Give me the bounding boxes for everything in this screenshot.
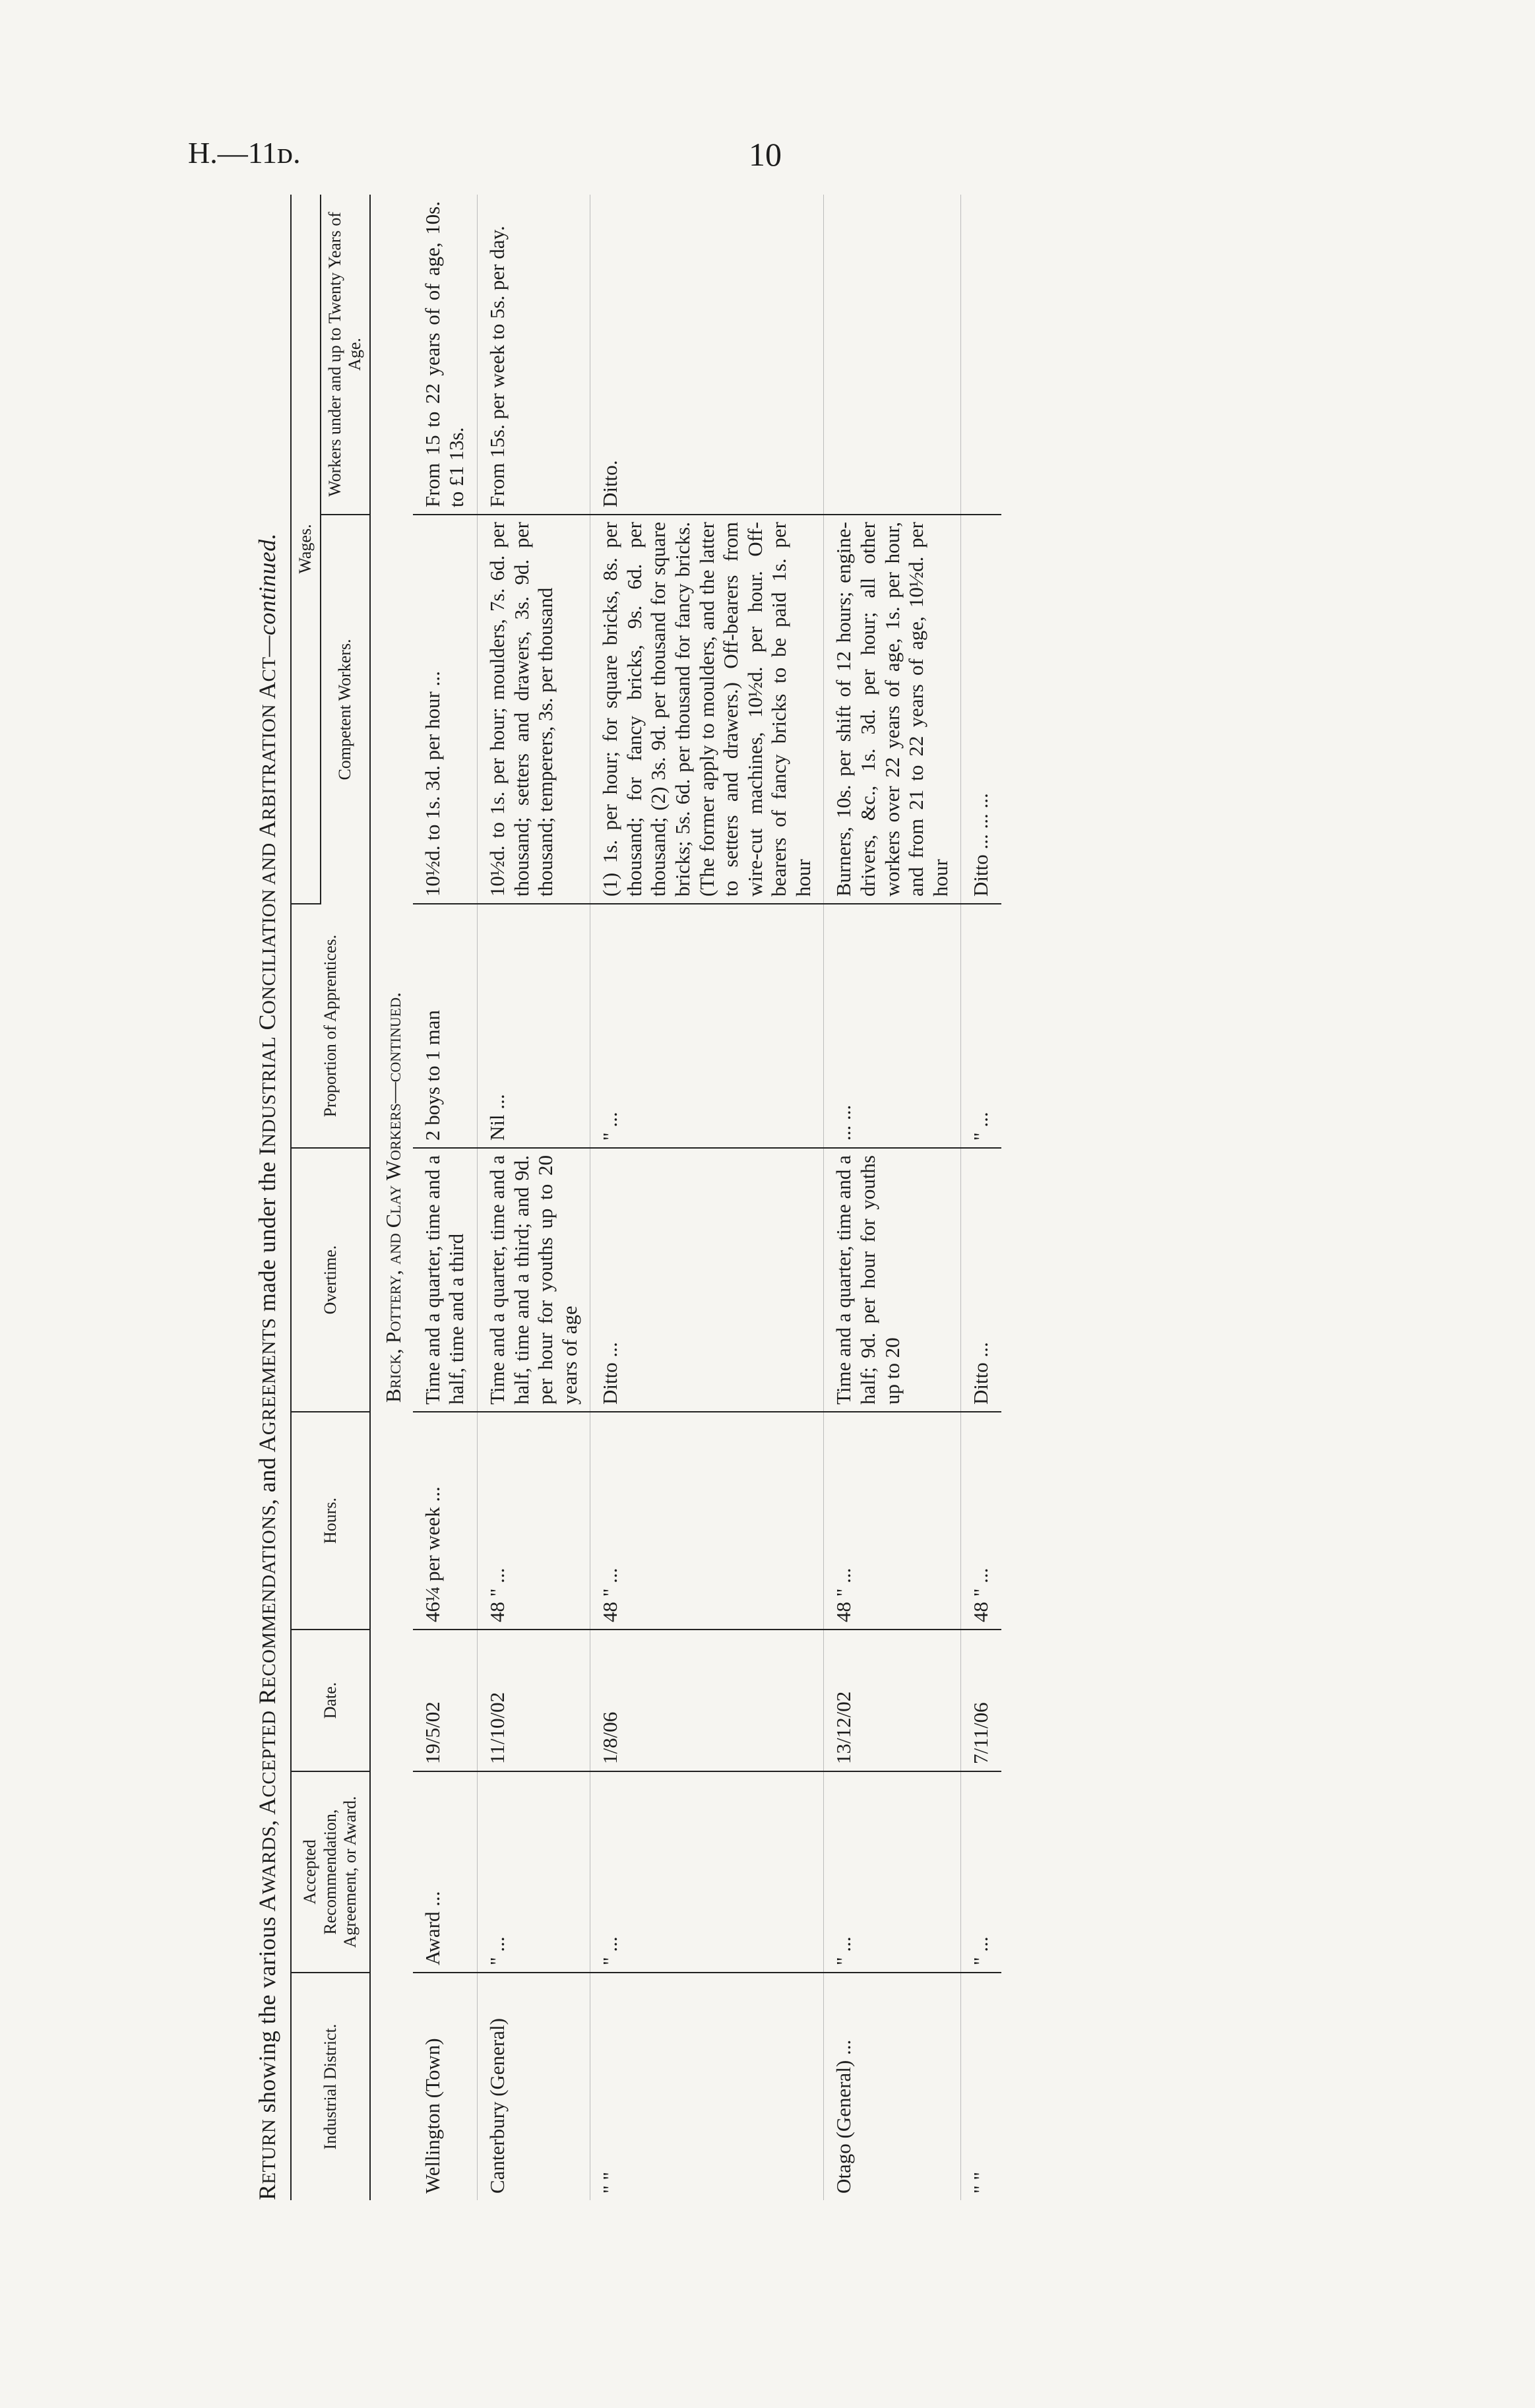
award-type-cell: " ... [961, 1771, 1001, 1973]
competent-wages-cell: (1) 1s. per hour; for square bricks, 8s. per thousand; for fancy bricks, 9s. 6d. per thousand; (2) 3s. 9d. per thousand for square bricks; 5s. 6d. per thousand for fancy bricks. (The former apply to moulders, and the latter to setters and drawers.) Off-bearers from wire-cut machines, 10½d. per hour. Off-bearers of fancy bricks to be paid 1s. per hour [590, 515, 824, 904]
col-hours: Hours. [291, 1412, 370, 1630]
under-twenty-wages-cell [824, 195, 961, 515]
hours-cell: 46¼ per week ... [413, 1412, 478, 1630]
under-twenty-wages-cell: From 15s. per week to 5s. per day. [477, 195, 590, 515]
col-under-twenty: Workers under and up to Twenty Years of Age. [321, 195, 370, 515]
hours-cell: 48 " ... [477, 1412, 590, 1630]
date-cell: 1/8/06 [590, 1630, 824, 1771]
col-apprentices: Proportion of Apprentices. [291, 904, 370, 1148]
document-id: H.—11ᴅ. [188, 136, 301, 170]
col-date: Date. [291, 1630, 370, 1771]
under-twenty-wages-cell: From 15 to 22 years of of age, 10s. to £1 13s. [413, 195, 478, 515]
competent-wages-cell: 10½d. to 1s. per hour; moulders, 7s. 6d. per thousand; setters and drawers, 3s. 9d. per thousand; temperers, 3s. per thousand [477, 515, 590, 904]
table-title: RETURN showing the various AWARDS, ACCEPTED RECOMMENDATIONS, and AGREEMENTS made under the INDUSTRIAL CONCILIATION AND ARBITRATION ACT—continued. [254, 533, 280, 2200]
hours-cell: 48 " ... [961, 1412, 1001, 1630]
award-type-cell: " ... [824, 1771, 961, 1973]
award-type-cell: " ... [590, 1771, 824, 1973]
table-row [590, 195, 824, 2200]
overtime-cell: Time and a quarter, time and a half; 9d. per hour for youths up to 20 [824, 1148, 961, 1412]
apprentices-cell: " ... [590, 904, 824, 1148]
date-cell: 19/5/02 [413, 1630, 478, 1771]
col-district: Industrial District. [291, 1973, 370, 2200]
district-cell: Wellington (Town) [413, 1973, 478, 2200]
competent-wages-cell: Burners, 10s. per shift of 12 hours; engine-drivers, &c., 1s. 3d. per hour; all other workers over 22 years of age, 1s. per hour, and from 21 to 22 years of age, 10½d. per hour [824, 515, 961, 904]
competent-wages-cell: 10½d. to 1s. 3d. per hour ... [413, 515, 478, 904]
table-row [413, 195, 478, 2200]
page-number: 10 [749, 136, 782, 173]
apprentices-cell: ... ... [824, 904, 961, 1148]
table-row [961, 195, 1001, 2200]
date-cell: 11/10/02 [477, 1630, 590, 1771]
under-twenty-wages-cell [961, 195, 1001, 515]
competent-wages-cell: Ditto ... ... ... [961, 515, 1001, 904]
apprentices-cell: Nil ... [477, 904, 590, 1148]
award-type-cell: Award ... [413, 1771, 478, 1973]
rotated-table-block [244, 195, 1365, 2200]
under-twenty-wages-cell: Ditto. [590, 195, 824, 515]
section-heading: Brick, Pottery, and Clay Workers—continued. [381, 992, 406, 1403]
district-cell: Canterbury (General) [477, 1973, 590, 2200]
hours-cell: 48 " ... [824, 1412, 961, 1630]
col-competent: Competent Workers. [321, 515, 370, 904]
table-row [824, 195, 961, 2200]
awards-table [290, 195, 1001, 2200]
overtime-cell: Time and a quarter, time and a half, time and a third; and 9d. per hour for youths up to 20 years of age [477, 1148, 590, 1412]
hours-cell: 48 " ... [590, 1412, 824, 1630]
col-award-type: Accepted Recommendation, Agreement, or Award. [291, 1771, 370, 1973]
apprentices-cell: 2 boys to 1 man [413, 904, 478, 1148]
col-overtime: Overtime. [291, 1148, 370, 1412]
date-cell: 7/11/06 [961, 1630, 1001, 1771]
overtime-cell: Ditto ... [961, 1148, 1001, 1412]
table-row [477, 195, 590, 2200]
overtime-cell: Time and a quarter, time and a half, time and a third [413, 1148, 478, 1412]
district-cell: " " [969, 2171, 993, 2194]
date-cell: 13/12/02 [824, 1630, 961, 1771]
award-type-cell: " ... [477, 1771, 590, 1973]
col-wages: Wages. [291, 195, 321, 904]
district-cell: Otago (General) ... [824, 1973, 961, 2200]
district-cell: " " [590, 1973, 824, 2200]
overtime-cell: Ditto ... [590, 1148, 824, 1412]
apprentices-cell: " ... [961, 904, 1001, 1148]
